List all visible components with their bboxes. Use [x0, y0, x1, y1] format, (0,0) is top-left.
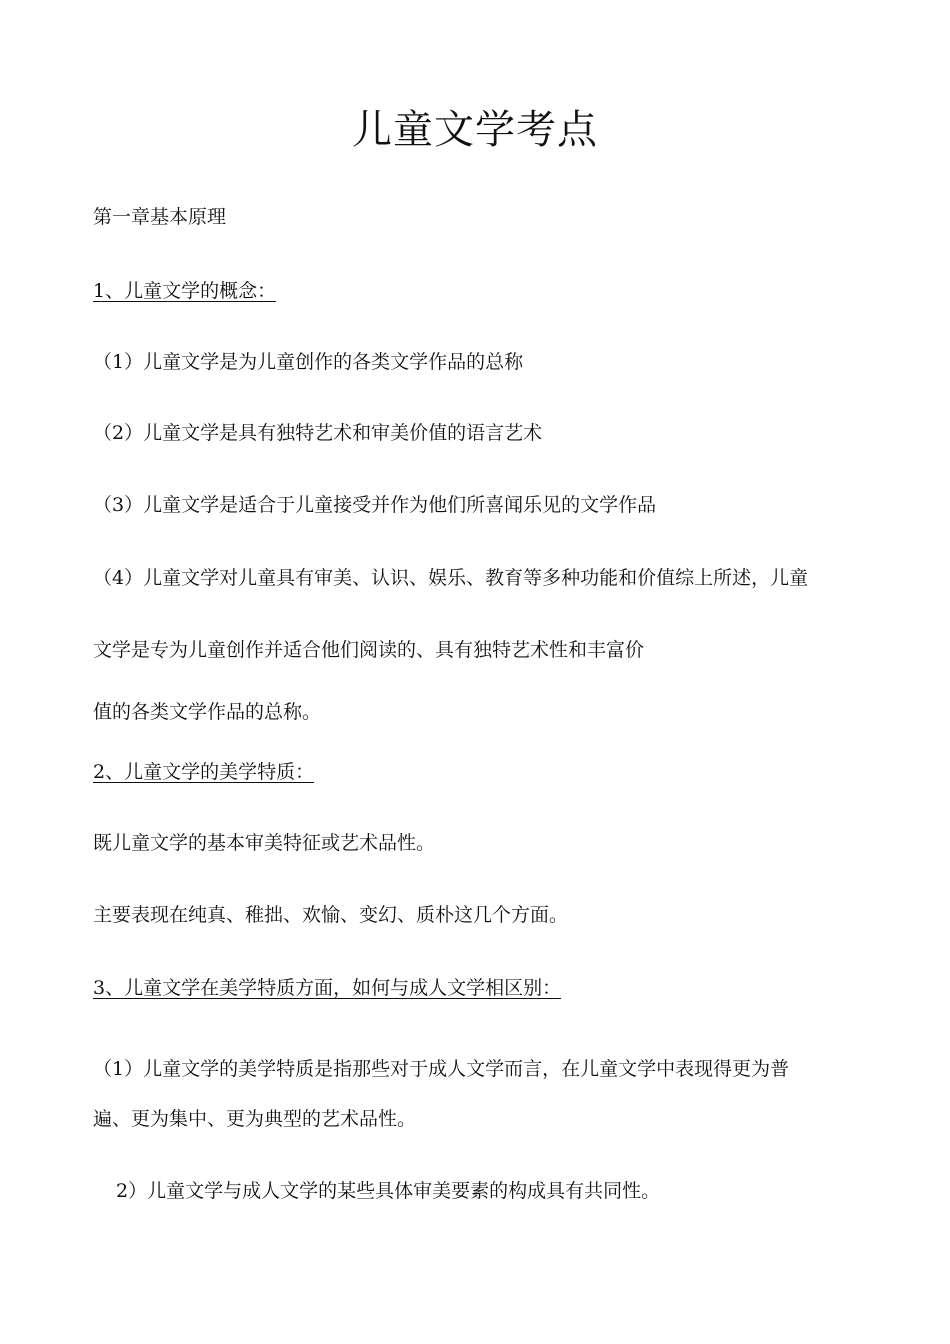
section-1-continuation-1: 文学是专为儿童创作并适合他们阅读的、具有独特艺术性和丰富价: [93, 639, 645, 661]
section-3-item-1-line-2: 遍、更为集中、更为典型的艺术品性。: [93, 1108, 417, 1130]
section-3-heading: 3、儿童文学在美学特质方面，如何与成人文学相区别：: [93, 977, 562, 999]
section-1-item-2: （2）儿童文学是具有独特艺术和审美价值的语言艺术: [93, 422, 543, 444]
chapter-heading: 第一章基本原理: [93, 206, 227, 228]
document-title: 儿童文学考点: [352, 107, 598, 153]
section-1-continuation-2: 值的各类文学作品的总称。: [93, 701, 322, 723]
section-2-paragraph-1: 既儿童文学的基本审美特征或艺术品性。: [93, 832, 436, 854]
section-1-item-4: （4）儿童文学对儿童具有审美、认识、娱乐、教育等多种功能和价值综上所述，儿童: [93, 567, 809, 589]
section-1-heading: 1、儿童文学的概念：: [93, 280, 277, 302]
section-3-item-1-line-1: （1）儿童文学的美学特质是指那些对于成人文学而言，在儿童文学中表现得更为普: [93, 1058, 790, 1080]
section-2-paragraph-2: 主要表现在纯真、稚拙、欢愉、变幻、质朴这几个方面。: [93, 904, 569, 926]
section-1-item-1: （1）儿童文学是为儿童创作的各类文学作品的总称: [93, 351, 524, 373]
section-1-item-3: （3）儿童文学是适合于儿童接受并作为他们所喜闻乐见的文学作品: [93, 494, 657, 516]
section-3-item-2: 2）儿童文学与成人文学的某些具体审美要素的构成具有共同性。: [116, 1180, 661, 1202]
section-2-heading: 2、儿童文学的美学特质：: [93, 761, 315, 783]
